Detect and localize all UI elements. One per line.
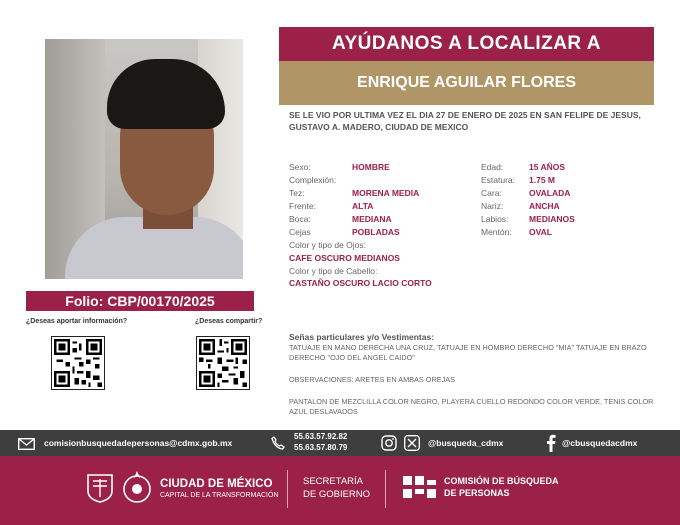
footer-divider-2	[385, 470, 386, 508]
senas-tatuajes: TATUAJE EN MANO DERECHA UNA CRUZ, TATUAJE EN HOMBRO DERECHO "MIA" TATUAJE EN BRAZO DERECHO "OJO DEL ANGEL CAIDO"	[289, 343, 647, 362]
comision-line-2: DE PERSONAS	[444, 488, 510, 498]
cara-label: Cara:	[481, 188, 502, 198]
secretaria-line-1: SECRETARÍA	[303, 476, 364, 487]
qr-info-label: ¿Deseas aportar información?	[26, 318, 128, 325]
cdmx-crest-icon	[86, 473, 114, 508]
folio-label: Folio: CBP/00170/2025	[26, 291, 254, 311]
senas-observaciones: OBSERVACIONES: ARETES EN AMBAS OREJAS	[289, 375, 455, 384]
ojos-label: Color y tipo de Ojos:	[289, 240, 367, 250]
cabello-value: CASTAÑO OSCURO LACIO CORTO	[289, 278, 432, 288]
footer	[0, 456, 680, 525]
sexo-value: HOMBRE	[352, 162, 390, 172]
cdmx-subtitle: CAPITAL DE LA TRANSFORMACIÓN	[160, 492, 279, 499]
cabello-label: Color y tipo de Cabello:	[289, 266, 378, 276]
facebook-icon[interactable]	[546, 434, 556, 457]
instagram-icon[interactable]	[381, 435, 397, 456]
senas-title: Señas particulares y/o Vestimentas:	[289, 332, 435, 342]
phone-icon	[271, 436, 285, 455]
complexion-label: Complexión:	[289, 175, 337, 185]
cejas-label: Cejas	[289, 227, 311, 237]
estatura-value: 1.75 M	[529, 175, 555, 185]
ojos-value: CAFE OSCURO MEDIANOS	[289, 253, 400, 263]
senas-vestimenta: PANTALON DE MEZCLILLA COLOR NEGRO, PLAYERA CUELLO REDONDO COLOR VERDE, TENIS COLOR AZUL DESLAVADOS	[289, 397, 654, 416]
edad-label: Edad:	[481, 162, 504, 172]
nariz-value: ANCHA	[529, 201, 560, 211]
contact-phone-1[interactable]: 55.63.57.92.82	[294, 432, 348, 441]
secretaria-line-2: DE GOBIERNO	[303, 489, 371, 500]
person-name: ENRIQUE AGUILAR FLORES	[279, 61, 654, 105]
cejas-value: POBLADAS	[352, 227, 400, 237]
cara-value: OVALADA	[529, 188, 571, 198]
contact-email[interactable]: comisionbusquedadepersonas@cdmx.gob.mx	[44, 438, 233, 448]
menton-label: Mentón:	[481, 227, 512, 237]
tez-label: Tez:	[289, 188, 305, 198]
qr-info-code[interactable]	[51, 336, 105, 390]
missing-person-photo	[45, 39, 243, 279]
frente-value: ALTA	[352, 201, 374, 211]
estatura-label: Estatura:	[481, 175, 516, 185]
boca-value: MEDIANA	[352, 214, 392, 224]
comision-line-1: COMISIÓN DE BÚSQUEDA	[444, 476, 559, 486]
contact-twitter[interactable]: @busqueda_cdmx	[428, 438, 504, 448]
cdmx-emblem-icon	[121, 469, 153, 512]
menton-value: OVAL	[529, 227, 552, 237]
frente-label: Frente:	[289, 201, 316, 211]
boca-label: Boca:	[289, 214, 311, 224]
qr-share-code[interactable]	[196, 336, 250, 390]
last-seen-text: SE LE VIO POR ULTIMA VEZ EL DIA 27 DE ENERO DE 2025 EN SAN FELIPE DE JESUS, GUSTAVO A. MADERO, CIUDAD DE MEXICO	[289, 110, 641, 132]
footer-divider-1	[287, 470, 288, 508]
mail-icon	[18, 437, 35, 455]
contact-phone-2[interactable]: 55.63.57.80.79	[294, 443, 348, 452]
labios-label: Labios:	[481, 214, 509, 224]
comision-logo-icon	[403, 476, 437, 505]
qr-share-label: ¿Deseas compartir?	[195, 318, 263, 325]
page-title: AYÚDANOS A LOCALIZAR A	[279, 27, 654, 61]
contact-bar	[0, 430, 680, 456]
contact-facebook[interactable]: @cbusquedacdmx	[562, 438, 638, 448]
cdmx-title: CIUDAD DE MÉXICO	[160, 478, 273, 490]
sexo-label: Sexo:	[289, 162, 311, 172]
nariz-label: Nariz:	[481, 201, 504, 211]
tez-value: MORENA MEDIA	[352, 188, 420, 198]
x-twitter-icon[interactable]	[404, 435, 420, 456]
edad-value: 15 AÑOS	[529, 162, 566, 172]
labios-value: MEDIANOS	[529, 214, 575, 224]
